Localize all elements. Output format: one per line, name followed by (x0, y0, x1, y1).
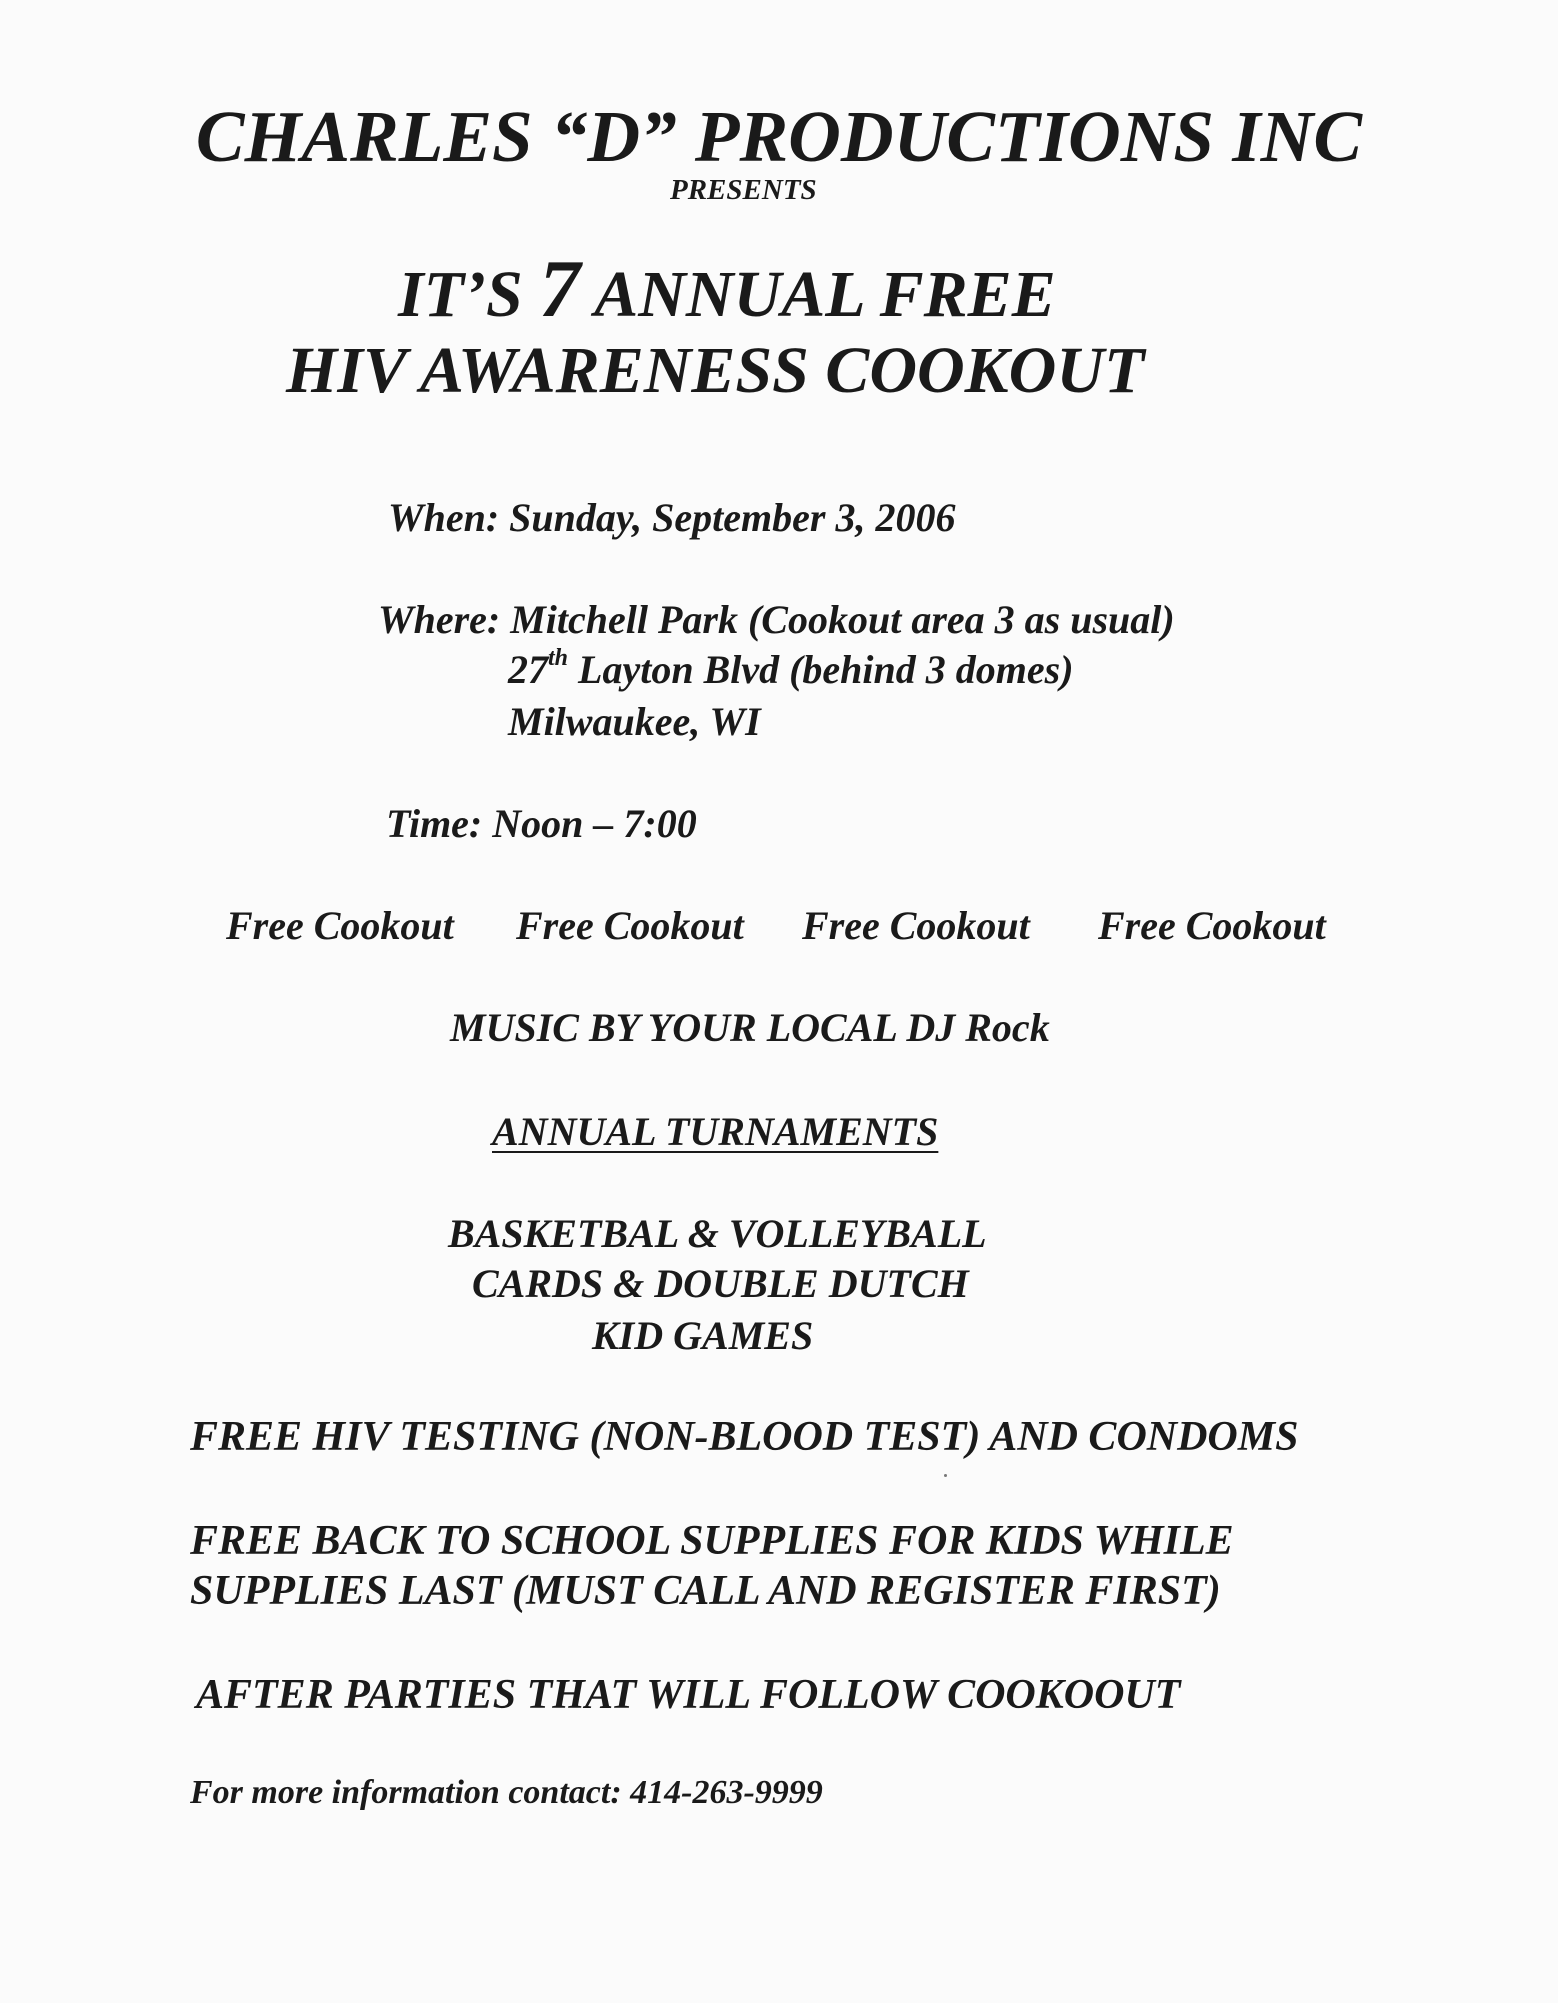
event-location-line3: Milwaukee, WI (508, 699, 761, 744)
tournament-item: KID GAMES (592, 1313, 814, 1358)
event-title-line1 (398, 243, 1056, 334)
hiv-testing-offer: FREE HIV TESTING (NON-BLOOD TEST) AND CONDOMS (190, 1414, 1299, 1460)
event-time: Time: Noon – 7:00 (386, 801, 697, 846)
event-location-line1: Where: Mitchell Park (Cookout area 3 as usual) (378, 597, 1175, 642)
presents-label: PRESENTS (670, 174, 817, 206)
free-cookout-text: Free Cookout (802, 903, 1030, 948)
producer-name: CHARLES “D” PRODUCTIONS INC (195, 96, 1363, 177)
free-cookout-text: Free Cookout (226, 903, 454, 948)
street-number: 27 (508, 647, 548, 692)
free-cookout-text: Free Cookout (1098, 903, 1326, 948)
event-date: When: Sunday, September 3, 2006 (388, 495, 956, 540)
event-location-line2 (508, 645, 1074, 692)
free-cookout-text: Free Cookout (516, 903, 744, 948)
scan-speck (944, 1474, 947, 1477)
tournament-item: CARDS & DOUBLE DUTCH (472, 1261, 969, 1306)
title-suffix: ANNUAL FREE (580, 258, 1056, 331)
contact-info: For more information contact: 414-263-9999 (190, 1774, 823, 1811)
event-title-line2: HIV AWARENESS COOKOUT (286, 334, 1145, 407)
street-name: Layton Blvd (behind 3 domes) (568, 647, 1074, 692)
street-ordinal: th (548, 645, 569, 671)
title-prefix: IT’S (398, 258, 540, 331)
tournament-item: BASKETBAL & VOLLEYBALL (448, 1211, 987, 1256)
school-supplies-offer-line2: SUPPLIES LAST (MUST CALL AND REGISTER FIRST) (190, 1568, 1221, 1614)
after-parties-note: AFTER PARTIES THAT WILL FOLLOW COOKOOUT (196, 1672, 1181, 1718)
music-info: MUSIC BY YOUR LOCAL DJ Rock (450, 1005, 1050, 1050)
title-number: 7 (539, 243, 581, 334)
school-supplies-offer-line1: FREE BACK TO SCHOOL SUPPLIES FOR KIDS WHILE (190, 1518, 1234, 1564)
tournaments-heading: ANNUAL TURNAMENTS (492, 1109, 939, 1154)
